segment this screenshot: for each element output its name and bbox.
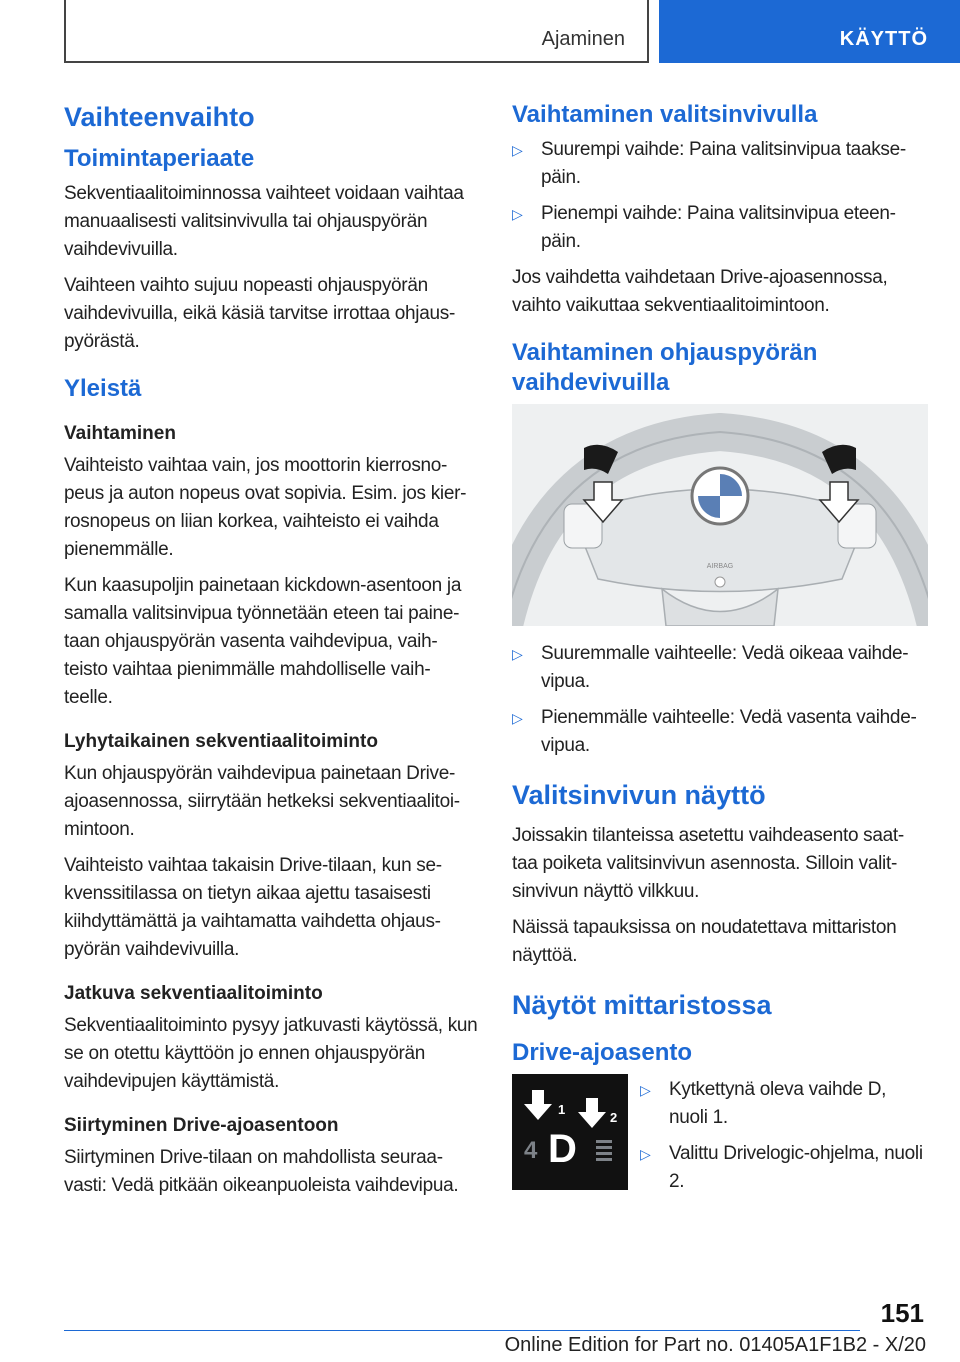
list-item — [512, 640, 928, 696]
gear-display-illustration — [512, 1074, 628, 1190]
gear-letter: D — [548, 1127, 577, 1171]
heading-principle: Toimintaperiaate — [64, 145, 255, 172]
paragraph: Vaihteisto vaihtaa vain, jos moottorin kierrosno-peus ja auton nopeus ovat sopivia. Esim. jos kier-rosnopeus on liian korkea, vaihteisto ei vaihda pienemmälle. — [64, 455, 467, 560]
arrow-1-label: 1 — [558, 1102, 566, 1117]
paragraph: Kun kaasupoljin painetaan kickdown-asentoon ja samalla valitsinvipua työnnetään eteen tai paine-taan ohjauspyörän vasenta vaihdevipua, vaih-teisto vaihtaa pienimmälle mahdolliselle vaih-teelle. — [64, 575, 462, 708]
heading-general: Yleistä — [64, 375, 142, 402]
heading-gear-shifting: Vaihteenvaihto — [64, 102, 255, 132]
list-item-text: Suuremmalle vaihteelle: Vedä oikeaa vaihde-vipua. — [541, 643, 909, 692]
paragraph: Vaihteisto vaihtaa takaisin Drive-tilaan, kun se-kvenssitilassa on tietyn aikaa ajettu tasaisesti kiihdyttämättä ja vaihtamatta vaihdetta ohjaus-pyörän vaihdevivuilla. — [64, 855, 442, 960]
subheading-transfer-drive: Siirtyminen Drive-ajoasentoon — [64, 1115, 339, 1136]
drive-display-row — [512, 1074, 928, 1204]
bullet-triangle-icon: ▷ — [640, 1082, 651, 1098]
list-item — [512, 200, 928, 256]
paragraph: Kun ohjauspyörän vaihdevipua painetaan Drive-ajoasennossa, siirrytään hetkeksi sekventiaalitoi-mintoon. — [64, 763, 460, 840]
bullet-triangle-icon: ▷ — [512, 142, 523, 158]
heading-cluster-displays: Näytöt mittaristossa — [512, 990, 772, 1020]
paragraph: Sekventiaalitoiminnossa vaihteet voidaan vaihtaa manuaalisesti valitsinvivulla tai ohjauspyörän vaihdevivuilla. — [64, 183, 464, 260]
heading-selector-display: Valitsinvivun näyttö — [512, 780, 766, 810]
list-item — [640, 1076, 928, 1132]
bullet-triangle-icon: ▷ — [512, 206, 523, 222]
heading-paddle-shifting: Vaihtaminen ohjauspyörän vaihdevivuilla — [512, 339, 818, 396]
steering-wheel-illustration — [512, 404, 928, 626]
list-item-text: Suurempi vaihde: Paina valitsinvipua taakse-päin. — [541, 139, 906, 188]
paragraph: Sekventiaalitoiminto pysyy jatkuvasti käytössä, kun se on otettu käyttöön jo ennen ohjauspyörän vaihdevipujen käyttämistä. — [64, 1015, 478, 1092]
bullet-triangle-icon: ▷ — [512, 646, 523, 662]
header-section-box — [64, 0, 649, 63]
footer-edition — [0, 1334, 960, 1357]
footer-divider — [64, 1330, 860, 1331]
list-item-text: Kytkettynä oleva vaihde D, nuoli 1. — [669, 1079, 887, 1128]
subheading-shifting: Vaihtaminen — [64, 423, 176, 444]
header-chapter-tab — [659, 0, 960, 63]
heading-drive-position: Drive-ajoasento — [512, 1039, 693, 1066]
header-chapter-title: KÄYTTÖ — [839, 28, 928, 50]
paragraph: Vaihteen vaihto sujuu nopeasti ohjauspyörän vaihdevivuilla, eikä käsiä tarvitse irrottaa ohjaus-pyörästä. — [64, 275, 455, 352]
bullet-triangle-icon: ▷ — [512, 710, 523, 726]
left-column — [64, 100, 478, 1208]
bullet-triangle-icon: ▷ — [640, 1146, 651, 1162]
list-item — [512, 704, 928, 760]
drive-display-list — [640, 1074, 928, 1204]
paragraph: Siirtyminen Drive-tilaan on mahdollista seuraa-vasti: Vedä pitkään oikeanpuoleista vaihdevipua. — [64, 1147, 459, 1196]
subheading-continuous-sequential: Jatkuva sekventiaalitoiminto — [64, 983, 323, 1004]
list-item-text: Pienempi vaihde: Paina valitsinvipua eteen-päin. — [541, 203, 896, 252]
gear-number: 4 — [524, 1137, 538, 1164]
list-item-text: Pienemmälle vaihteelle: Vedä vasenta vaihde-vipua. — [541, 707, 917, 756]
list-item — [512, 136, 928, 192]
heading-selector-shifting: Vaihtaminen valitsinvivulla — [512, 101, 818, 128]
arrow-2-label: 2 — [610, 1110, 618, 1125]
paragraph: Joissakin tilanteissa asetettu vaihdeasento saat-taa poiketa valitsinvivun asennosta. Silloin valit-sinvivun näyttö vilkkuu. — [512, 825, 904, 902]
paragraph: Jos vaihdetta vaihdetaan Drive-ajoasennossa, vaihto vaikuttaa sekventiaalitoimintoon. — [512, 267, 888, 316]
list-item-text: Valittu Drivelogic-ohjelma, nuoli 2. — [669, 1143, 923, 1192]
list-item — [640, 1140, 928, 1196]
footer-edition-text: Online Edition for Part no. 01405A1F1B2 - X/20 — [504, 1334, 926, 1356]
page-number: 151 — [880, 1298, 924, 1328]
header-section-title: Ajaminen — [541, 28, 625, 50]
airbag-label: AIRBAG — [706, 563, 734, 570]
subheading-short-sequential: Lyhytaikainen sekventiaalitoiminto — [64, 731, 378, 752]
right-column — [512, 100, 928, 1204]
paragraph: Näissä tapauksissa on noudatettava mittariston näyttöä. — [512, 917, 897, 966]
